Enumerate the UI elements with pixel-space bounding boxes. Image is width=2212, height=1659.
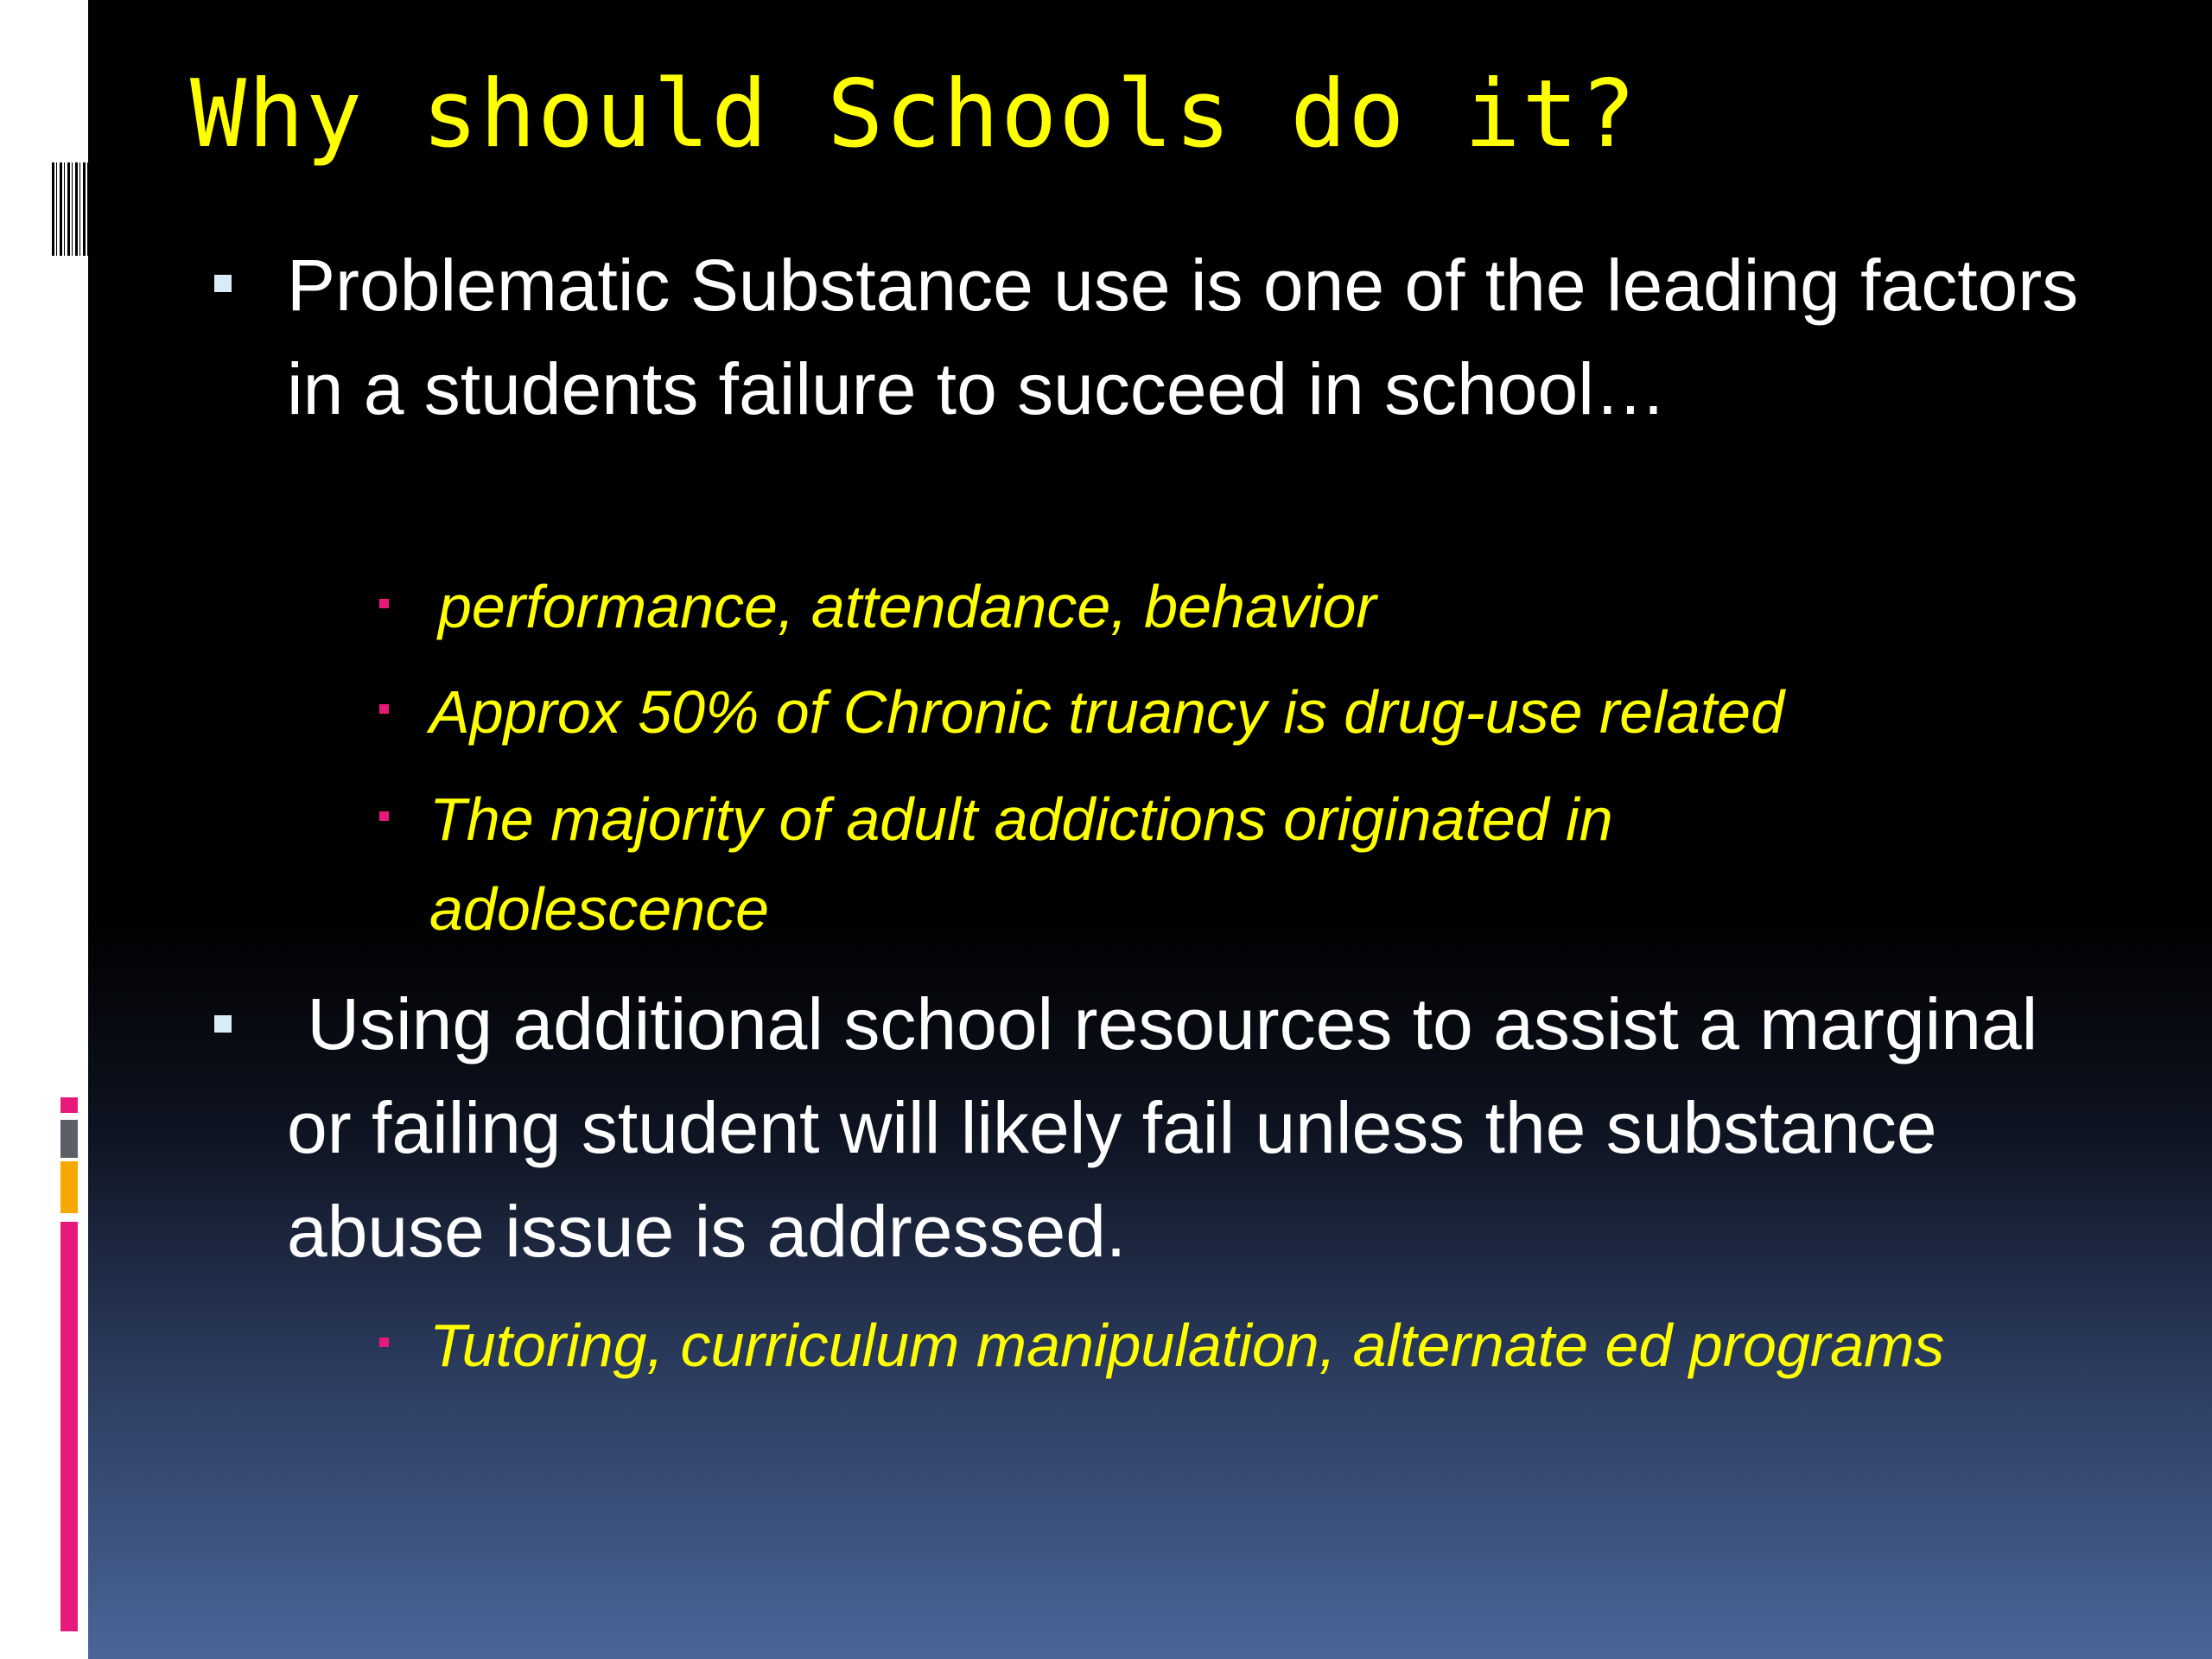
sub-bullet-icon <box>379 704 389 714</box>
accent-bar-pink <box>60 1222 78 1631</box>
accent-bar-pink-top <box>60 1097 78 1113</box>
sub-bullet-1-3: The majority of adult addictions originated in adolescence <box>429 785 1613 943</box>
sub-bullet-icon <box>379 811 389 821</box>
bullet-square-icon <box>214 275 232 292</box>
slide <box>88 0 2212 1659</box>
sub-bullet-1-2: Approx 50% of Chronic truancy is drug-use related <box>429 678 1785 746</box>
sub-bullet-1-1: performance, attendance, behavior <box>438 573 1376 640</box>
accent-bar-gray <box>60 1120 78 1158</box>
left-margin-strip <box>0 0 88 1659</box>
bullet-point-1: Problematic Substance use is one of the leading factors in a students failure to succeed in school… <box>287 245 2079 429</box>
accent-bar-orange <box>60 1161 78 1213</box>
sub-bullet-icon <box>379 599 389 608</box>
bullet-square-icon <box>214 1015 232 1033</box>
barcode-decoration <box>52 162 88 256</box>
slide-title: Why should Schools do it? <box>190 60 1638 168</box>
bullet-point-2: Using additional school resources to assist a marginal or failing student will likely fail unless the substance abuse issue is addressed. <box>287 983 2058 1272</box>
sub-bullet-2-1: Tutoring, curriculum manipulation, alternate ed programs <box>429 1312 1945 1379</box>
sub-bullet-icon <box>379 1338 389 1347</box>
